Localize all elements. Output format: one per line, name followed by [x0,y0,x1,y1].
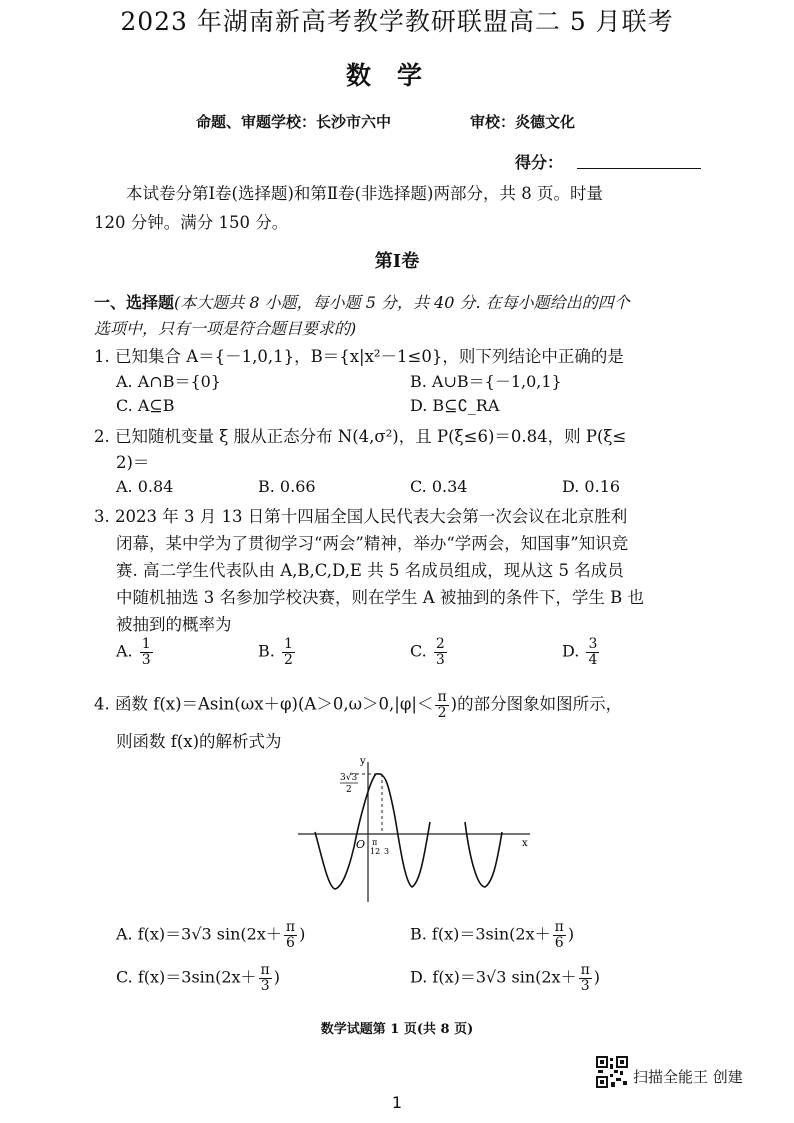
scanner-watermark: 扫描全能王 创建 [633,1068,743,1086]
q3-d-label: D. [562,641,580,661]
q3-d-fraction: $\frac{3}{4}$ [588,636,598,668]
q4-a-text: A. f(x)＝3√3 sin(2x＋ [116,924,282,944]
q4-stem-fraction: $\frac{\pi}{2}$ [437,689,447,721]
q4-line-2: 则函数 f(x)的解析式为 [116,732,282,751]
reviewer-info: 审校：炎德文化 [470,113,576,131]
section-note-1: (本大题共 8 小题，每小题 5 分，共 40 分. 在每小题给出的四个 [174,293,630,312]
q1-option-a: A. A∩B＝{0} [116,372,221,391]
q4-b-text: B. f(x)＝3sin(2x＋ [410,924,551,944]
q4-c-text: C. f(x)＝3sin(2x＋ [116,967,257,987]
tick-num: π [372,838,378,847]
intro-line-2: 120 分钟。满分 150 分。 [94,213,289,232]
q3-option-b [258,637,297,667]
tick-den-2: 3 [384,847,390,856]
q1-option-b: B. A∪B＝{－1,0,1} [410,372,562,391]
q4-option-b: B. f(x)＝3sin(2x＋ $\frac{\pi}{6}$ ) [410,919,575,951]
q1-option-c: C. A⊆B [116,396,175,415]
q1-stem: 1. 已知集合 A＝{－1,0,1}，B＝{x|x²－1≤0}，则下列结论中正确的是 [94,347,624,366]
section-head: 一、选择题 [94,293,175,312]
q2-stem-1: 2. 已知随机变量 ξ 服从正态分布 N(4,σ²)，且 P(ξ≤6)＝0.84，则 P(ξ≤ [94,427,627,446]
q3-a-fraction: $\frac{1}{3}$ [141,636,151,668]
q3-c-fraction: $\frac{2}{3}$ [435,636,445,668]
x-axis-label: x [522,838,528,849]
q4-option-d: D. f(x)＝3√3 sin(2x＋ $\frac{\pi}{3}$ ) [410,962,601,994]
y-axis-label: y [360,756,366,767]
q3-line-5: 被抽到的概率为 [116,615,232,634]
q3-b-label: B. [258,641,275,661]
q4-option-a: A. f(x)＝3√3 sin(2x＋ $\frac{\pi}{6}$ ) [116,919,306,951]
q3-b-fraction: $\frac{1}{2}$ [283,636,293,668]
sine-graph [290,752,540,907]
q2-stem-2: 2)＝ [116,453,150,472]
origin-label: O [356,838,366,851]
q1-option-d: D. B⊆∁_RA [410,396,500,415]
q3-line-3: 赛. 高二学生代表队由 A,B,C,D,E 共 5 名成员组成，现从这 5 名成员 [116,561,624,580]
score-blank [577,168,701,169]
sine-curve [315,774,502,889]
subject-title: 数学 [345,61,448,90]
qr-code-icon [596,1056,628,1088]
q4-c-fraction: $\frac{\pi}{3}$ [260,962,270,994]
authors-info: 命题、审题学校：长沙市六中 [196,113,392,131]
exam-title: 2023 年湖南新高考教学教研联盟高二 5 月联考 [120,7,674,36]
score-label: 得分： [515,153,564,172]
q3-option-a [116,637,155,667]
q4-d-fraction: $\frac{\pi}{3}$ [580,962,590,994]
q3-line-1: 3. 2023 年 3 月 13 日第十四届全国人民代表大会第一次会议在北京胜利 [94,507,628,526]
q3-option-c [410,637,449,667]
q2-option-a: A. 0.84 [116,477,174,496]
q4-stem-b: )的部分图象如图所示， [450,694,623,714]
q3-line-2: 闭幕，某中学为了贯彻学习“两会”精神，举办“学两会，知国事”知识竞 [116,534,629,553]
tick-den-1: 12 [370,847,381,856]
page-number: 1 [391,1093,403,1112]
section-note-2: 选项中，只有一项是符合题目要求的) [94,319,357,338]
volume-title: 第Ⅰ卷 [374,251,420,272]
peak-label-num: 3√3 [340,773,358,783]
q3-a-label: A. [116,641,133,661]
q4-b-fraction: $\frac{\pi}{6}$ [554,919,564,951]
intro-line-1: 本试卷分第Ⅰ卷(选择题)和第Ⅱ卷(非选择题)两部分，共 8 页。时量 [126,184,603,203]
q4-stem [94,690,622,720]
section-heading [94,290,630,313]
section-note-2-row [94,316,356,339]
q4-a-fraction: $\frac{\pi}{6}$ [285,919,296,951]
page-footer: 数学试题第 1 页(共 8 页) [320,1022,474,1037]
q4-option-c: C. f(x)＝3sin(2x＋ $\frac{\pi}{3}$ ) [116,962,280,994]
q2-option-c: C. 0.34 [410,477,468,496]
peak-label-den: 2 [346,785,352,795]
q4-d-text: D. f(x)＝3√3 sin(2x＋ [410,967,577,987]
q3-c-label: C. [410,641,427,661]
q2-option-b: B. 0.66 [258,477,316,496]
q3-line-4: 中随机抽选 3 名参加学校决赛，则在学生 A 被抽到的条件下，学生 B 也 [116,588,645,607]
q4-stem-a: 4. 函数 f(x)＝Asin(ωx＋φ)(A＞0,ω＞0,|φ|＜ [94,694,434,714]
q3-option-d [562,637,601,667]
q2-option-d: D. 0.16 [562,477,621,496]
